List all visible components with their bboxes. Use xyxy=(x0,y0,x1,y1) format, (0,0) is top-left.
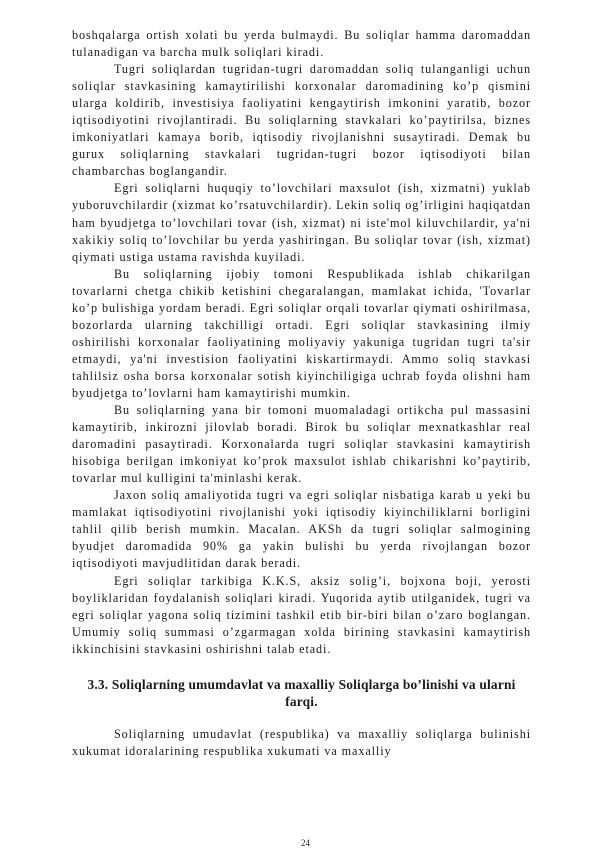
paragraph: Bu soliqlarning ijobiy tomoni Respublikada ishlab chikarilgan tovarlarni chetga chikib ketishini chegaralangan, mamlakat ichida, 'Tovarlar ko’p bulishiga yordam beradi. Egri soliqlar orqali tovarlar qiymati oshirilmasa, bozorlarda ularning takchilligi ortadi. Egri soliqlar stavkasining ilmiy oshirilishi korxonalar faoliyatining moliyaviy yakuniga tugridan tugri ta'sir etmaydi, ya'ni investision faoliyatini kiskartirmaydi. Ammo soliq stavkasi tahlilsiz osha borsa korxonalar sotish kiyinchiligiga uchrab foyda olishni ham byudjetga to’lovlarni ham kamaytirishi mumkin. xyxy=(72,266,531,400)
section-heading: 3.3. Soliqlarning umumdavlat va maxalliy Soliqlarga bo’linishi va ularni farqi. xyxy=(87,676,516,709)
paragraph: Soliqlarning umudavlat (respublika) va maxalliy soliqlarga bulinishi xukumat idoralarining respublika xukumati va maxalliy xyxy=(72,726,531,758)
paragraph: Bu soliqlarning yana bir tomoni muomaladagi ortikcha pul massasini kamaytirib, inkirozni jilovlab boradi. Birok bu soliqlar mexnatkashlar real daromadini pasaytiradi. Korxonalarda tugri soliqlar stavkasini kamaytirish hisobiga berilgan imkoniyat ko’prok maxsulot ishlab chikarishni ko’paytirib, tovarlar mul kulligini ta'minlashi kerak. xyxy=(72,403,531,486)
paragraph: Egri soliqlarni huquqiy to’lovchilari maxsulot (ish, xizmatni) yuklab yuboruvchilardir (xizmat ko’rsatuvchilardir). Lekin soliq og’irligini haqiqatdan ham byudjetga to’lovchilari tovar (ish, xizmat) ni iste'mol kiluvchilardir, ya'ni xakikiy soliq to’lovchilar bu yerda yashiringan. Bu soliqlar tovar (ish, xizmat) qiymati ustiga ustama ravishda kuyiladi. xyxy=(72,181,531,264)
paragraph: Jaxon soliq amaliyotida tugri va egri soliqlar nisbatiga karab u yeki bu mamlakat iqtisodiyotini rivojlanishi yoki iqtisodiy kiyinchiliklarni borligini tahlil qilib berish mumkin. Macalan. AKSh da tugri soliqlar salmogining byudjet daromadida 90% ga yakin bulishi bu yerda rivojlangan bozor iqtisodiyoti mavjudlitidan darak beradi. xyxy=(72,488,531,571)
page-content xyxy=(72,27,531,760)
page-number: 24 xyxy=(301,838,310,848)
paragraph: boshqalarga ortish xolati bu yerda bulmaydi. Bu soliqlar hamma daromaddan tulanadigan va barcha mulk soliqlari kiradi. xyxy=(72,28,531,60)
paragraph: Tugri soliqlardan tugridan-tugri daromaddan soliq tulanganligi uchun soliqlar stavkasining kamaytirilishi korxonalar daromadining ko’p qismini ularga koldirib, investisiya faoliyatini kengaytirish imkonini yaratib, bozor iqtisodiyotini rivojlantiradi. Bu soliqlarning stavkalari ko’paytirilsa, biznes imkoniyatlari kamaya borib, iqtisodiy rivojlanishni susaytiradi. Demak bu gurux soliqlarning stavkalari tugridan-tugri bozor iqtisodiyoti bilan chambarchas boglangandir. xyxy=(72,62,531,179)
paragraph: Egri soliqlar tarkibiga K.K.S, aksiz solig’i, bojxona boji, yerosti boyliklaridan foydalanish soliqlari kiradi. Yuqorida aytib utilganidek, tugri va egri soliqlar yagona soliq tizimini tashkil etib bir-biri bilan o’zaro boglangan. Umumiy soliq summasi o’zgarmagan xolda birining stavkasini kamaytirish ikkinchisini stavkasini oshirishni talab etadi. xyxy=(72,573,531,656)
